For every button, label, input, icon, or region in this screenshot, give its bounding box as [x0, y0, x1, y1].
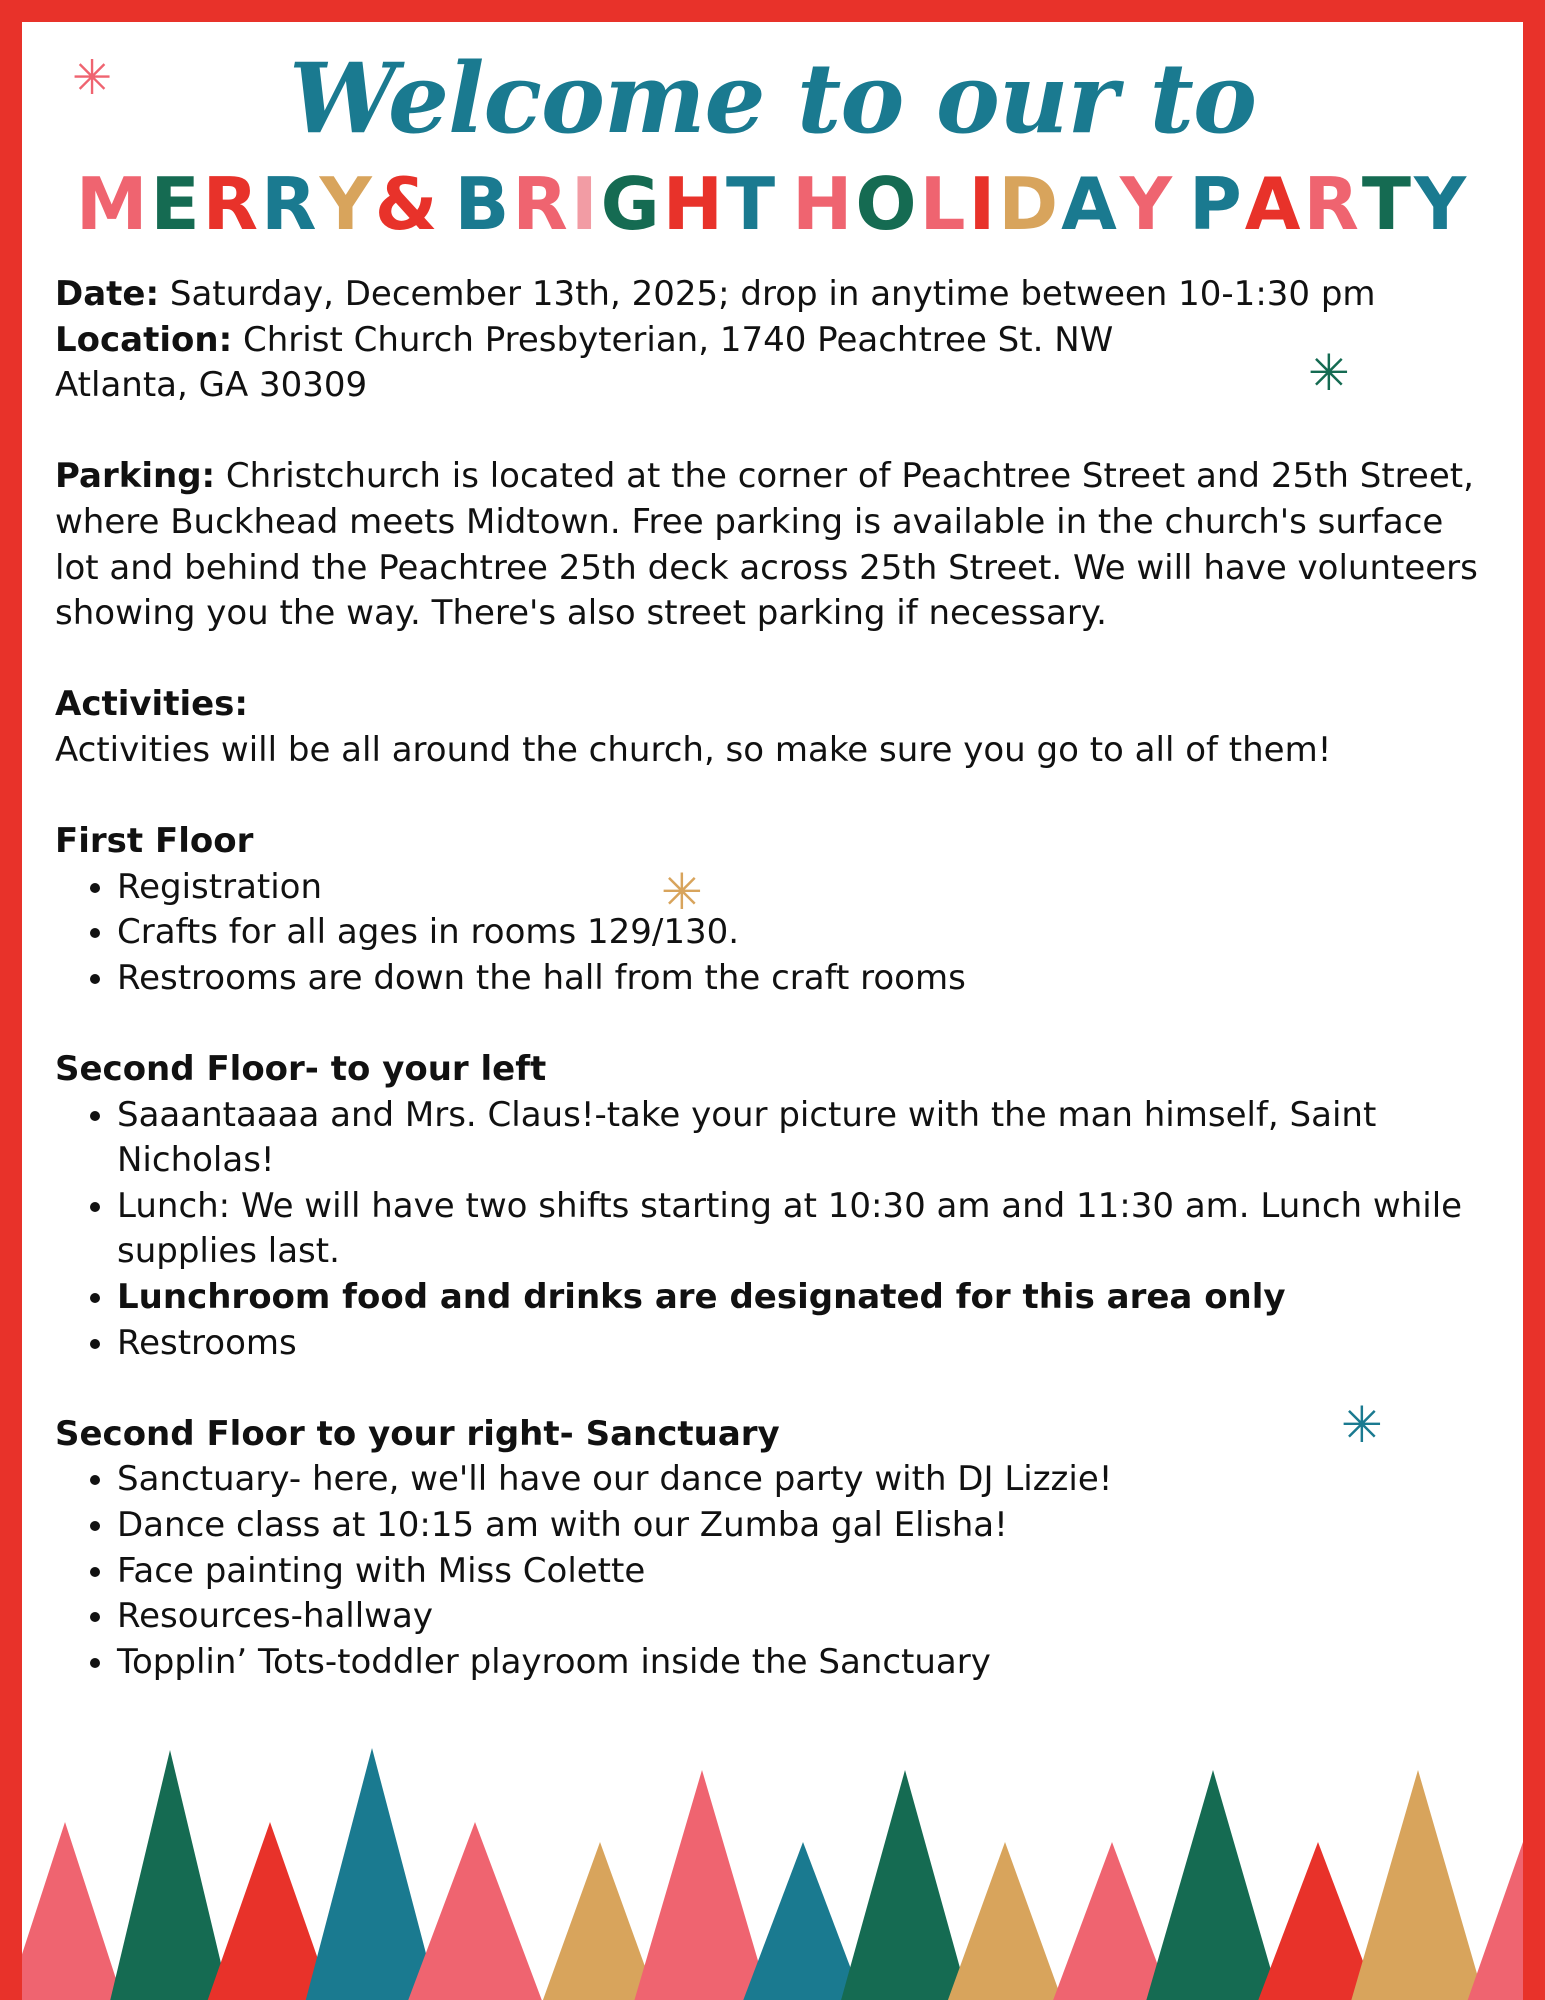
party-title-letter: P — [1188, 162, 1245, 246]
tree-icon — [400, 1822, 550, 2000]
list-item: • Resources-hallway — [117, 1594, 1495, 1640]
party-title-letter: Y — [319, 162, 375, 246]
party-title-letter: R — [1303, 162, 1362, 246]
party-title-letter: D — [998, 162, 1062, 246]
party-title-letter: R — [202, 162, 262, 246]
list-item: • Dance class at 10:15 am with our Zumba gal Elisha! — [117, 1503, 1495, 1549]
parking-text: Christchurch is located at the corner of Peachtree Street and 25th Street, where Buckhead meets Midtown. Free parking is available in the church's surface lot and behind the Peachtree 25th deck across 25th Street. We will have volunteers showing you the way. There's also street parking if necessary. — [55, 456, 1478, 634]
tree-icon — [628, 1770, 776, 2000]
party-title-letter: I — [570, 162, 601, 246]
party-title-letter: H — [662, 162, 727, 246]
activities-label: Activities: — [55, 684, 248, 725]
party-title-letter: L — [919, 162, 969, 246]
location-value: Christ Church Presbyterian, 1740 Peachtree St. NW — [232, 319, 1114, 360]
party-title-letter: & — [374, 162, 441, 246]
second-floor-left-heading: Second Floor- to your left — [55, 1049, 547, 1090]
party-title-letter: E — [150, 162, 203, 246]
first-floor-heading: First Floor — [55, 821, 254, 862]
flyer-page — [22, 22, 1523, 2000]
parking-label: Parking: — [55, 456, 216, 497]
date-value: Saturday, December 13th, 2025; drop in anytime between 10-1:30 pm — [159, 274, 1376, 314]
list-item: • Restrooms — [117, 1321, 1495, 1367]
first-floor-list — [55, 865, 1495, 1002]
list-item: • Registration — [117, 865, 1495, 911]
parking-paragraph — [55, 454, 1495, 636]
list-item: • Face painting with Miss Colette — [117, 1549, 1495, 1595]
star-icon-teal: ✳ — [1341, 1396, 1383, 1454]
party-title-letter: I — [968, 162, 999, 246]
date-label: Date: — [55, 274, 160, 314]
party-title-letter: G — [600, 162, 663, 246]
list-item: • Topplin’ Tots-toddler playroom inside the Sanctuary — [117, 1640, 1495, 1686]
tree-icon — [300, 1748, 444, 2000]
list-item-emphasis: • Lunchroom food and drinks are designated for this area only — [117, 1275, 1495, 1321]
christmas-trees-border — [22, 1722, 1523, 2000]
date-line — [55, 272, 1495, 318]
activities-text: Activities will be all around the church, so make sure you go to all of them! — [55, 729, 1332, 770]
star-icon-gold: ✳ — [661, 863, 703, 921]
welcome-script-title: Welcome to our to — [288, 42, 1257, 155]
tree-icon — [1140, 1770, 1286, 2000]
location-line — [55, 318, 1495, 364]
party-title-letter: M — [75, 162, 151, 246]
party-title-letters — [76, 162, 1469, 246]
party-title — [22, 162, 1523, 246]
list-item: • Restrooms are down the hall from the craft rooms — [117, 956, 1495, 1002]
tree-icon — [22, 1822, 130, 2000]
party-title-letter: A — [1244, 162, 1304, 246]
second-floor-right-list — [55, 1457, 1495, 1685]
event-details — [55, 272, 1495, 1685]
star-icon-green: ✳ — [1308, 344, 1350, 402]
tree-icon — [1345, 1770, 1491, 2000]
second-floor-left-list — [55, 1093, 1495, 1367]
party-title-letter: H — [792, 162, 856, 246]
list-item: • Crafts for all ages in rooms 129/130. — [117, 910, 1495, 956]
tree-icon — [835, 1770, 975, 2000]
party-title-letter — [1175, 162, 1189, 246]
party-title-letter — [441, 162, 455, 246]
tree-icon — [940, 1842, 1070, 2000]
location-city: Atlanta, GA 30309 — [55, 365, 368, 406]
party-title-letter: T — [726, 162, 779, 246]
list-item: • Sanctuary- here, we'll have our dance party with DJ Lizzie! — [117, 1457, 1495, 1503]
party-title-letter — [778, 162, 792, 246]
party-title-letter: Y — [1414, 162, 1470, 246]
party-title-letter: O — [855, 162, 920, 246]
list-item: • Saaantaaaa and Mrs. Claus!-take your picture with the man himself, Saint Nicholas! — [117, 1093, 1495, 1184]
party-title-letter: T — [1361, 162, 1415, 246]
location-label: Location: — [55, 319, 233, 360]
party-title-letter: R — [261, 162, 320, 246]
list-item: • Lunch: We will have two shifts starting at 10:30 am and 11:30 am. Lunch while supplies last. — [117, 1184, 1495, 1275]
tree-icon — [105, 1750, 235, 2000]
party-title-letter: B — [454, 162, 513, 246]
party-title-letter: Y — [1119, 162, 1175, 246]
party-title-letter: R — [512, 162, 571, 246]
party-title-letter: A — [1061, 162, 1120, 246]
second-floor-right-heading: Second Floor to your right- Sanctuary — [55, 1413, 780, 1454]
star-icon-pink: ✳ — [72, 50, 113, 106]
